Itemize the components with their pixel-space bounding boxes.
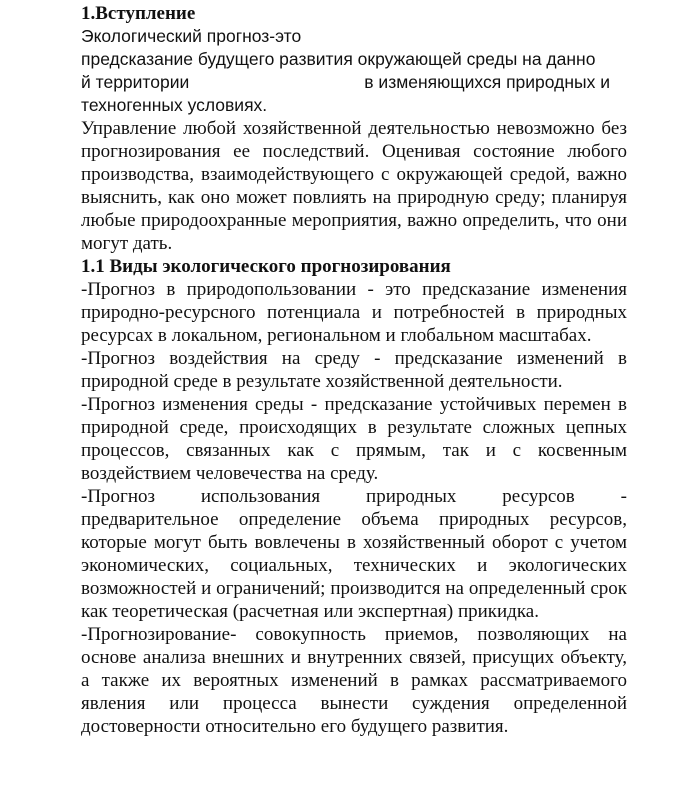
definition-fragment: й территории	[81, 72, 190, 92]
definition-line: предсказание будущего развития окружающей среды на данно	[81, 49, 596, 69]
list-item: -Прогноз воздействия на среду - предсказание изменений в природной среде в результате хозяйственной деятельности.	[81, 348, 627, 392]
definition-line: Экологический прогноз-это	[81, 26, 302, 46]
word: -	[620, 486, 627, 507]
list-item	[81, 485, 627, 623]
section-heading: 1.1 Виды экологического прогнозирования	[81, 256, 451, 277]
list-item: -Прогнозирование- совокупность приемов, позволяющих на основе анализа внешних и внутренних связей, присущих объекту, а также их вероятных изменений в рамках рассматриваемого явления или процесса вынести суждения определенной достоверности относительно его будущего развития.	[81, 624, 627, 737]
list-item: -Прогноз в природопользовании - это предсказание изменения природно-ресурсного потенциала и потребностей в природных ресурсах в локальном, региональном и глобальном масштабах.	[81, 279, 627, 346]
word: ресурсов	[502, 486, 575, 507]
word: природных	[366, 486, 457, 507]
word: использования	[200, 486, 321, 507]
intro-paragraph: Управление любой хозяйственной деятельностью невозможно без прогнозирования ее последствий. Оценивая состояние любого производства, взаимодействующего с окружающей средой, важно выяснить, как оно может повлиять на природную среду; планируя любые природоохранные мероприятия, важно определить, что они могут дать.	[81, 118, 627, 254]
definition-line	[81, 71, 627, 94]
word: -Прогноз	[81, 486, 156, 507]
definition-block	[81, 25, 627, 117]
definition-fragment: в изменяющихся природных и	[364, 72, 610, 92]
list-item-first-line	[81, 485, 627, 508]
intro-heading: 1.Вступление	[81, 3, 196, 24]
definition-line: техногенных условиях.	[81, 95, 268, 115]
list-item-continuation: предварительное определение объема природных ресурсов, которые могут быть вовлечены в хозяйственный оборот с учетом экономических, социальных, технических и экологических возможностей и ограничений; производится на определенный срок как теоретическая (расчетная или экспертная) прикидка.	[81, 509, 627, 622]
list-item: -Прогноз изменения среды - предсказание устойчивых перемен в природной среде, происходящих в результате сложных цепных процессов, связанных как с прямым, так и с косвенным воздействием человечества на среду.	[81, 394, 627, 484]
